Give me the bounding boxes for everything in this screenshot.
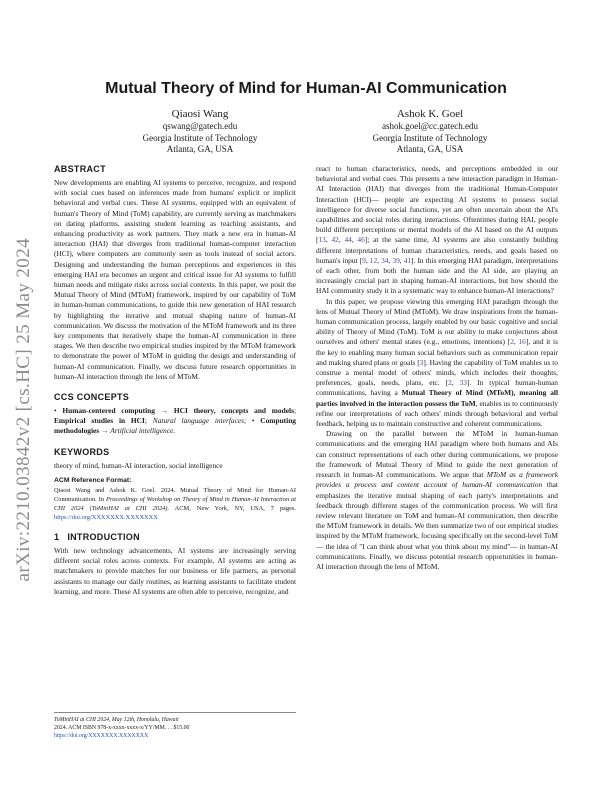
citation[interactable]: 44 <box>344 235 352 245</box>
citation[interactable]: 12 <box>369 255 378 265</box>
author-affiliation: Georgia Institute of Technology <box>372 132 488 143</box>
intro-paragraph-3: Drawing on the parallel between the MToM in human-human communications and the emerging HAI paradigm where both humans and AIs can construct representations of each other during communications, we propose the framework of Mutual Theory of Mind to guide the next generation of research in human-AI communications. We argue that MToM as a framework provides a process and content account of human-AI communication that emphasizes the iterative mutual shaping of each party's interpretations and feedback through different stages of the communication process. We will first review relevant literature on ToM and human-AI communication, then describe the MToM framework in details. We then summarize two of our empirical studies inspired by the MToM framework, focusing specifically on the second-level ToM— the idea of "I can think about what you think about my mind"— in human-AI communications. Finally, we discuss potential research opportunities in human-AI interaction through the lens of MToM. <box>316 429 558 571</box>
author-location: Atlanta, GA, USA <box>166 144 234 154</box>
ccs-concept: Natural language interfaces <box>152 416 245 426</box>
author-email: qswang@gatech.edu <box>162 121 238 131</box>
ccs-concept: Computing methodologies <box>54 416 296 436</box>
keywords-heading: KEYWORDS <box>54 446 110 457</box>
author-name: Ashok K. Goel <box>396 108 464 120</box>
citation[interactable]: 41 <box>403 255 412 265</box>
arxiv-stamp-text: arXiv:2210.03842v2 [cs.HC] 25 May 2024 <box>13 238 34 582</box>
ccs-concept: Human-centered computing <box>62 406 155 416</box>
footer-venue: ToMinHAI at CHI 2024, May 12th, Honolulu, Hawaii <box>54 717 179 723</box>
paper-title: Mutual Theory of Mind for Human-AI Communication <box>105 80 507 97</box>
bullet: • <box>54 406 57 416</box>
author-block-1 <box>90 108 310 156</box>
arrow: → <box>101 426 109 436</box>
ccs-concept: HCI theory, concepts and models <box>173 406 294 416</box>
footer-doi-link[interactable]: https://doi.org/XXXXXXX.XXXXXXX <box>54 733 149 739</box>
citation[interactable]: 42 <box>331 235 339 245</box>
ccs-concept: Artificial intelligence. <box>110 426 176 436</box>
abstract-text: New developments are enabling AI systems to perceive, recognize, and respond with social cues based on inferences made from humans' explicit or implicit behavioral and verbal cues. These AI systems, equipped with an equivalent of human's Theory of Mind (ToM) capability, are currently serving as matchmakers on dating platforms, assisting student learning as teaching assistants, and enhancing productivity as work partners. They mark a new era in human-AI interaction (HAI) that diverges from traditional human-computer interaction (HCI), where computers are commonly seen as tools instead of social actors. Designing and understanding the human perceptions and experiences in this emerging HAI era becomes an urgent and critical issue for AI systems to fulfill human needs and mitigate risks across social contexts. In this paper, we posit the Mutual Theory of Mind (MToM) framework, inspired by our capability of ToM in human-human communications, to guide this new generation of HAI research by highlighting the iterative and mutual shaping nature of human-AI communication. We discuss the motivation of the MToM framework and its three key components that iteratively shape the human-AI communication in three stages. We then describe two empirical studies inspired by the MToM framework to demonstrate the power of MToM in guiding the design and understanding of human-AI communication. Finally, we discuss future research opportunities in human-AI interaction through the lens of MToM. <box>54 178 296 381</box>
author-affiliation: Georgia Institute of Technology <box>142 132 258 143</box>
ccs-heading: CCS CONCEPTS <box>54 392 130 403</box>
bullet: • <box>251 416 255 426</box>
citation[interactable]: 3 <box>419 357 424 367</box>
intro-paragraph-2: In this paper, we propose viewing this emerging HAI paradigm through the lens of Mutual Theory of Mind (MToM). We draw inspirations from the human-human communication process, largely enabled by our basic cognitive and social ability of Theory of Mind (ToM). ToM is our ability to make conjectures about ourselves and others' mental states (e.g., emotions, intentions) [2, 16], and it is the key to enabling many human social behaviors such as communication repair and making shared plans or goals [3]. Having the capability of ToM enables us to construe a mental model of others' minds, which includes their thoughts, preferences, goals, needs, plans, etc. [2, 33]. In typical human-human communications, having a Mutual Theory of Mind (MToM), meaning all parties involved in the interaction possess the ToM, enables us to continuously refine our interpretations of each others' minds through behavioral and verbal feedback, helping us to maintain constructive and coherent communications. <box>316 296 559 429</box>
left-column <box>54 164 296 597</box>
arrow: → <box>160 406 169 416</box>
abstract-heading: ABSTRACT <box>54 164 106 174</box>
citation[interactable]: 9 <box>362 255 366 265</box>
intro-paragraph-1-continued: react to human characteristics, needs, and perceptions embedded in our behavioral and verbal cues. This presents a new interaction paradigm in Human-AI Interaction (HAI) that diverges from the traditional Human-Computer Interaction (HCI)— people are expecting AI systems to possess social intelligence for diverse social functions, yet are often uncertain about the AI's capabilities and social roles during interactions. Oftentimes during HAI, people build different perceptions or mental models of the AI based on the AI outputs [13, 42, 44, 46]; at the same time, AI systems are also constantly building different interpretations of human characteristics, needs, and goals based on human's input [9, 12, 34, 39, 41]. In this emerging HAI paradigm, interpretations of each other, from both the human side and the AI side, are playing an increasingly crucial part in shaping human-AI interactions, but how should the HAI community study it in a systematic way to enhance human-AI interactions? <box>316 164 558 296</box>
arxiv-stamp <box>6 220 42 600</box>
author-email: ashok.goel@cc.gatech.edu <box>382 121 478 131</box>
citation[interactable]: 13 <box>318 235 326 245</box>
citation[interactable]: 2 <box>510 337 514 347</box>
author-name: Qiaosi Wang <box>171 108 229 120</box>
intro-heading: 1 INTRODUCTION <box>54 532 140 543</box>
citation[interactable]: 46 <box>357 235 365 245</box>
citation[interactable]: 34 <box>381 255 389 265</box>
footer-note <box>54 712 296 740</box>
citation[interactable]: 33 <box>459 378 467 388</box>
footer-isbn: 2024. ACM ISBN 978-x-xxxx-xxxx-x/YY/MM. . . $15.00 <box>54 725 190 731</box>
right-column <box>316 164 558 572</box>
citation[interactable]: 2 <box>448 378 452 388</box>
citation[interactable]: 16 <box>518 337 526 347</box>
acm-reference-heading: ACM Reference Format: <box>54 476 132 484</box>
doi-link[interactable]: https://doi.org/XXXXXXX.XXXXXXX <box>54 514 158 522</box>
ccs-text: • Human-centered computing → HCI theory, concepts and models; Empirical studies in HCI; Natural language interfaces; • Computing methodologies → Artificial intelligence. <box>54 406 297 436</box>
author-location: Atlanta, GA, USA <box>396 144 464 154</box>
acm-reference-text: Qiaosi Wang and Ashok K. Goel. 2024. Mutual Theory of Mind for Human-AI Communication. In Proceedings of Workshop on Theory of Mind in Human-AI Interaction at CHI 2024 (ToMinHAI at CHI 2024). ACM, New York, NY, USA, 7 pages. https://doi.org/XXXXXXX.XXXXXXX <box>54 487 296 522</box>
intro-paragraph-1: With new technology advancements, AI systems are increasingly serving different social roles across contexts. For example, AI systems are acting as matchmakers to provide matches for our business or life partners, as personal assistants to manage our daily routines, as learning assistants to facilitate student learning, and more. These AI systems are often able to perceive, recognize, and <box>54 546 296 596</box>
ccs-concept: Empirical studies in HCI <box>54 416 145 426</box>
keywords-text: theory of mind, human-AI interaction, social intelligence <box>54 460 223 470</box>
citation[interactable]: 39 <box>392 255 400 265</box>
author-block-2 <box>320 108 540 156</box>
